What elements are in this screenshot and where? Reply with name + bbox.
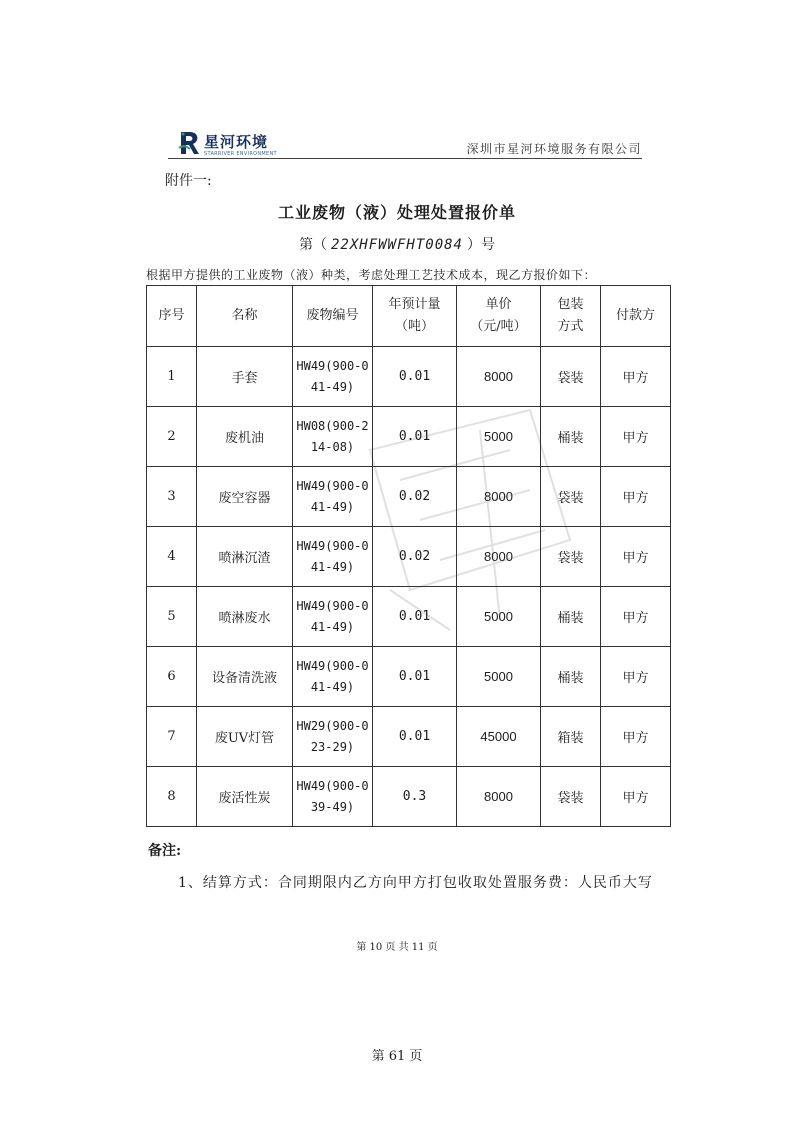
quote-suffix: ）号 xyxy=(467,237,495,253)
cell-name: 喷淋沉渣 xyxy=(197,527,293,587)
company-name: 深圳市星河环境服务有限公司 xyxy=(466,142,642,156)
table-row xyxy=(147,527,671,587)
cell-qty: 0.01 xyxy=(373,407,457,467)
cell-pack: 箱装 xyxy=(541,707,601,767)
cell-name: 废机油 xyxy=(197,407,293,467)
cell-payer: 甲方 xyxy=(601,767,671,827)
remarks-label: 备注: xyxy=(148,843,182,859)
cell-code: HW49(900-041-49) xyxy=(293,527,373,587)
cell-name: 设备清洗液 xyxy=(197,647,293,707)
intro-text: 根据甲方提供的工业废物（液）种类，考虑处理工艺技术成本，现乙方报价如下： xyxy=(146,268,597,282)
outer-page-number: 第 61 页 xyxy=(371,1049,423,1064)
cell-qty: 0.01 xyxy=(373,587,457,647)
table-row xyxy=(147,587,671,647)
cell-price: 8000 xyxy=(457,767,541,827)
table-row xyxy=(147,347,671,407)
cell-pack: 桶装 xyxy=(541,407,601,467)
cell-price: 5000 xyxy=(457,587,541,647)
quote-number xyxy=(0,234,794,254)
cell-price: 5000 xyxy=(457,407,541,467)
cell-pack: 袋装 xyxy=(541,347,601,407)
header-price-line2: （元/吨） xyxy=(470,319,527,334)
cell-pack: 袋装 xyxy=(541,527,601,587)
cell-seq: 7 xyxy=(147,707,197,767)
cell-price: 8000 xyxy=(457,467,541,527)
cell-qty: 0.02 xyxy=(373,467,457,527)
header-pack xyxy=(541,286,601,347)
table-row xyxy=(147,707,671,767)
cell-payer: 甲方 xyxy=(601,407,671,467)
cell-name: 喷淋废水 xyxy=(197,587,293,647)
annex-label: 附件一: xyxy=(165,173,212,189)
header-qty-line2: （吨） xyxy=(394,319,434,334)
table-row xyxy=(147,407,671,467)
logo-mark-icon xyxy=(178,130,200,156)
cell-payer: 甲方 xyxy=(601,707,671,767)
cell-payer: 甲方 xyxy=(601,527,671,587)
logo-text-en: STARRIVER ENVIRONMENT xyxy=(204,151,277,157)
header-pack-line1: 包装 xyxy=(557,297,584,312)
cell-seq: 4 xyxy=(147,527,197,587)
cell-code: HW49(900-041-49) xyxy=(293,647,373,707)
cell-qty: 0.01 xyxy=(373,647,457,707)
cell-qty: 0.01 xyxy=(373,707,457,767)
cell-payer: 甲方 xyxy=(601,467,671,527)
cell-code: HW49(900-041-49) xyxy=(293,467,373,527)
table-row xyxy=(147,467,671,527)
cell-pack: 袋装 xyxy=(541,767,601,827)
cell-seq: 5 xyxy=(147,587,197,647)
cell-code: HW49(900-041-49) xyxy=(293,347,373,407)
cell-price: 5000 xyxy=(457,647,541,707)
cell-code: HW49(900-039-49) xyxy=(293,767,373,827)
cell-payer: 甲方 xyxy=(601,587,671,647)
cell-payer: 甲方 xyxy=(601,347,671,407)
cell-name: 废空容器 xyxy=(197,467,293,527)
header-qty xyxy=(373,286,457,347)
cell-seq: 3 xyxy=(147,467,197,527)
header-qty-line1: 年预计量 xyxy=(388,297,441,312)
quote-code: 22XHFWWFHT0084 xyxy=(330,237,463,253)
table-row xyxy=(147,767,671,827)
cell-name: 废UV灯管 xyxy=(197,707,293,767)
cell-seq: 1 xyxy=(147,347,197,407)
header-seq: 序号 xyxy=(147,286,197,347)
cell-seq: 8 xyxy=(147,767,197,827)
table-row xyxy=(147,647,671,707)
settlement-text: 1、结算方式：合同期限内乙方向甲方打包收取处置服务费：人民币大写 xyxy=(178,875,653,891)
cell-code: HW29(900-023-29) xyxy=(293,707,373,767)
header-price-line1: 单价 xyxy=(485,297,512,312)
header-code: 废物编号 xyxy=(293,286,373,347)
cell-pack: 桶装 xyxy=(541,587,601,647)
cell-payer: 甲方 xyxy=(601,647,671,707)
header-payer: 付款方 xyxy=(601,286,671,347)
cell-price: 45000 xyxy=(457,707,541,767)
cell-pack: 桶装 xyxy=(541,647,601,707)
quote-table xyxy=(146,285,671,827)
cell-pack: 袋装 xyxy=(541,467,601,527)
company-logo xyxy=(178,130,288,160)
table-header-row xyxy=(147,286,671,347)
header-pack-line2: 方式 xyxy=(557,319,584,334)
cell-seq: 6 xyxy=(147,647,197,707)
logo-text-cn: 星河环境 xyxy=(204,133,269,151)
cell-qty: 0.02 xyxy=(373,527,457,587)
quote-prefix: 第（ xyxy=(298,237,327,253)
cell-name: 手套 xyxy=(197,347,293,407)
header-name: 名称 xyxy=(197,286,293,347)
cell-code: HW08(900-214-08) xyxy=(293,407,373,467)
header-divider xyxy=(168,158,642,159)
cell-price: 8000 xyxy=(457,527,541,587)
inner-page-number: 第 10 页 共 11 页 xyxy=(356,942,438,953)
header-price xyxy=(457,286,541,347)
cell-name: 废活性炭 xyxy=(197,767,293,827)
cell-code: HW49(900-041-49) xyxy=(293,587,373,647)
cell-price: 8000 xyxy=(457,347,541,407)
document-title: 工业废物（液）处理处置报价单 xyxy=(277,203,516,222)
cell-qty: 0.3 xyxy=(373,767,457,827)
cell-qty: 0.01 xyxy=(373,347,457,407)
cell-seq: 2 xyxy=(147,407,197,467)
